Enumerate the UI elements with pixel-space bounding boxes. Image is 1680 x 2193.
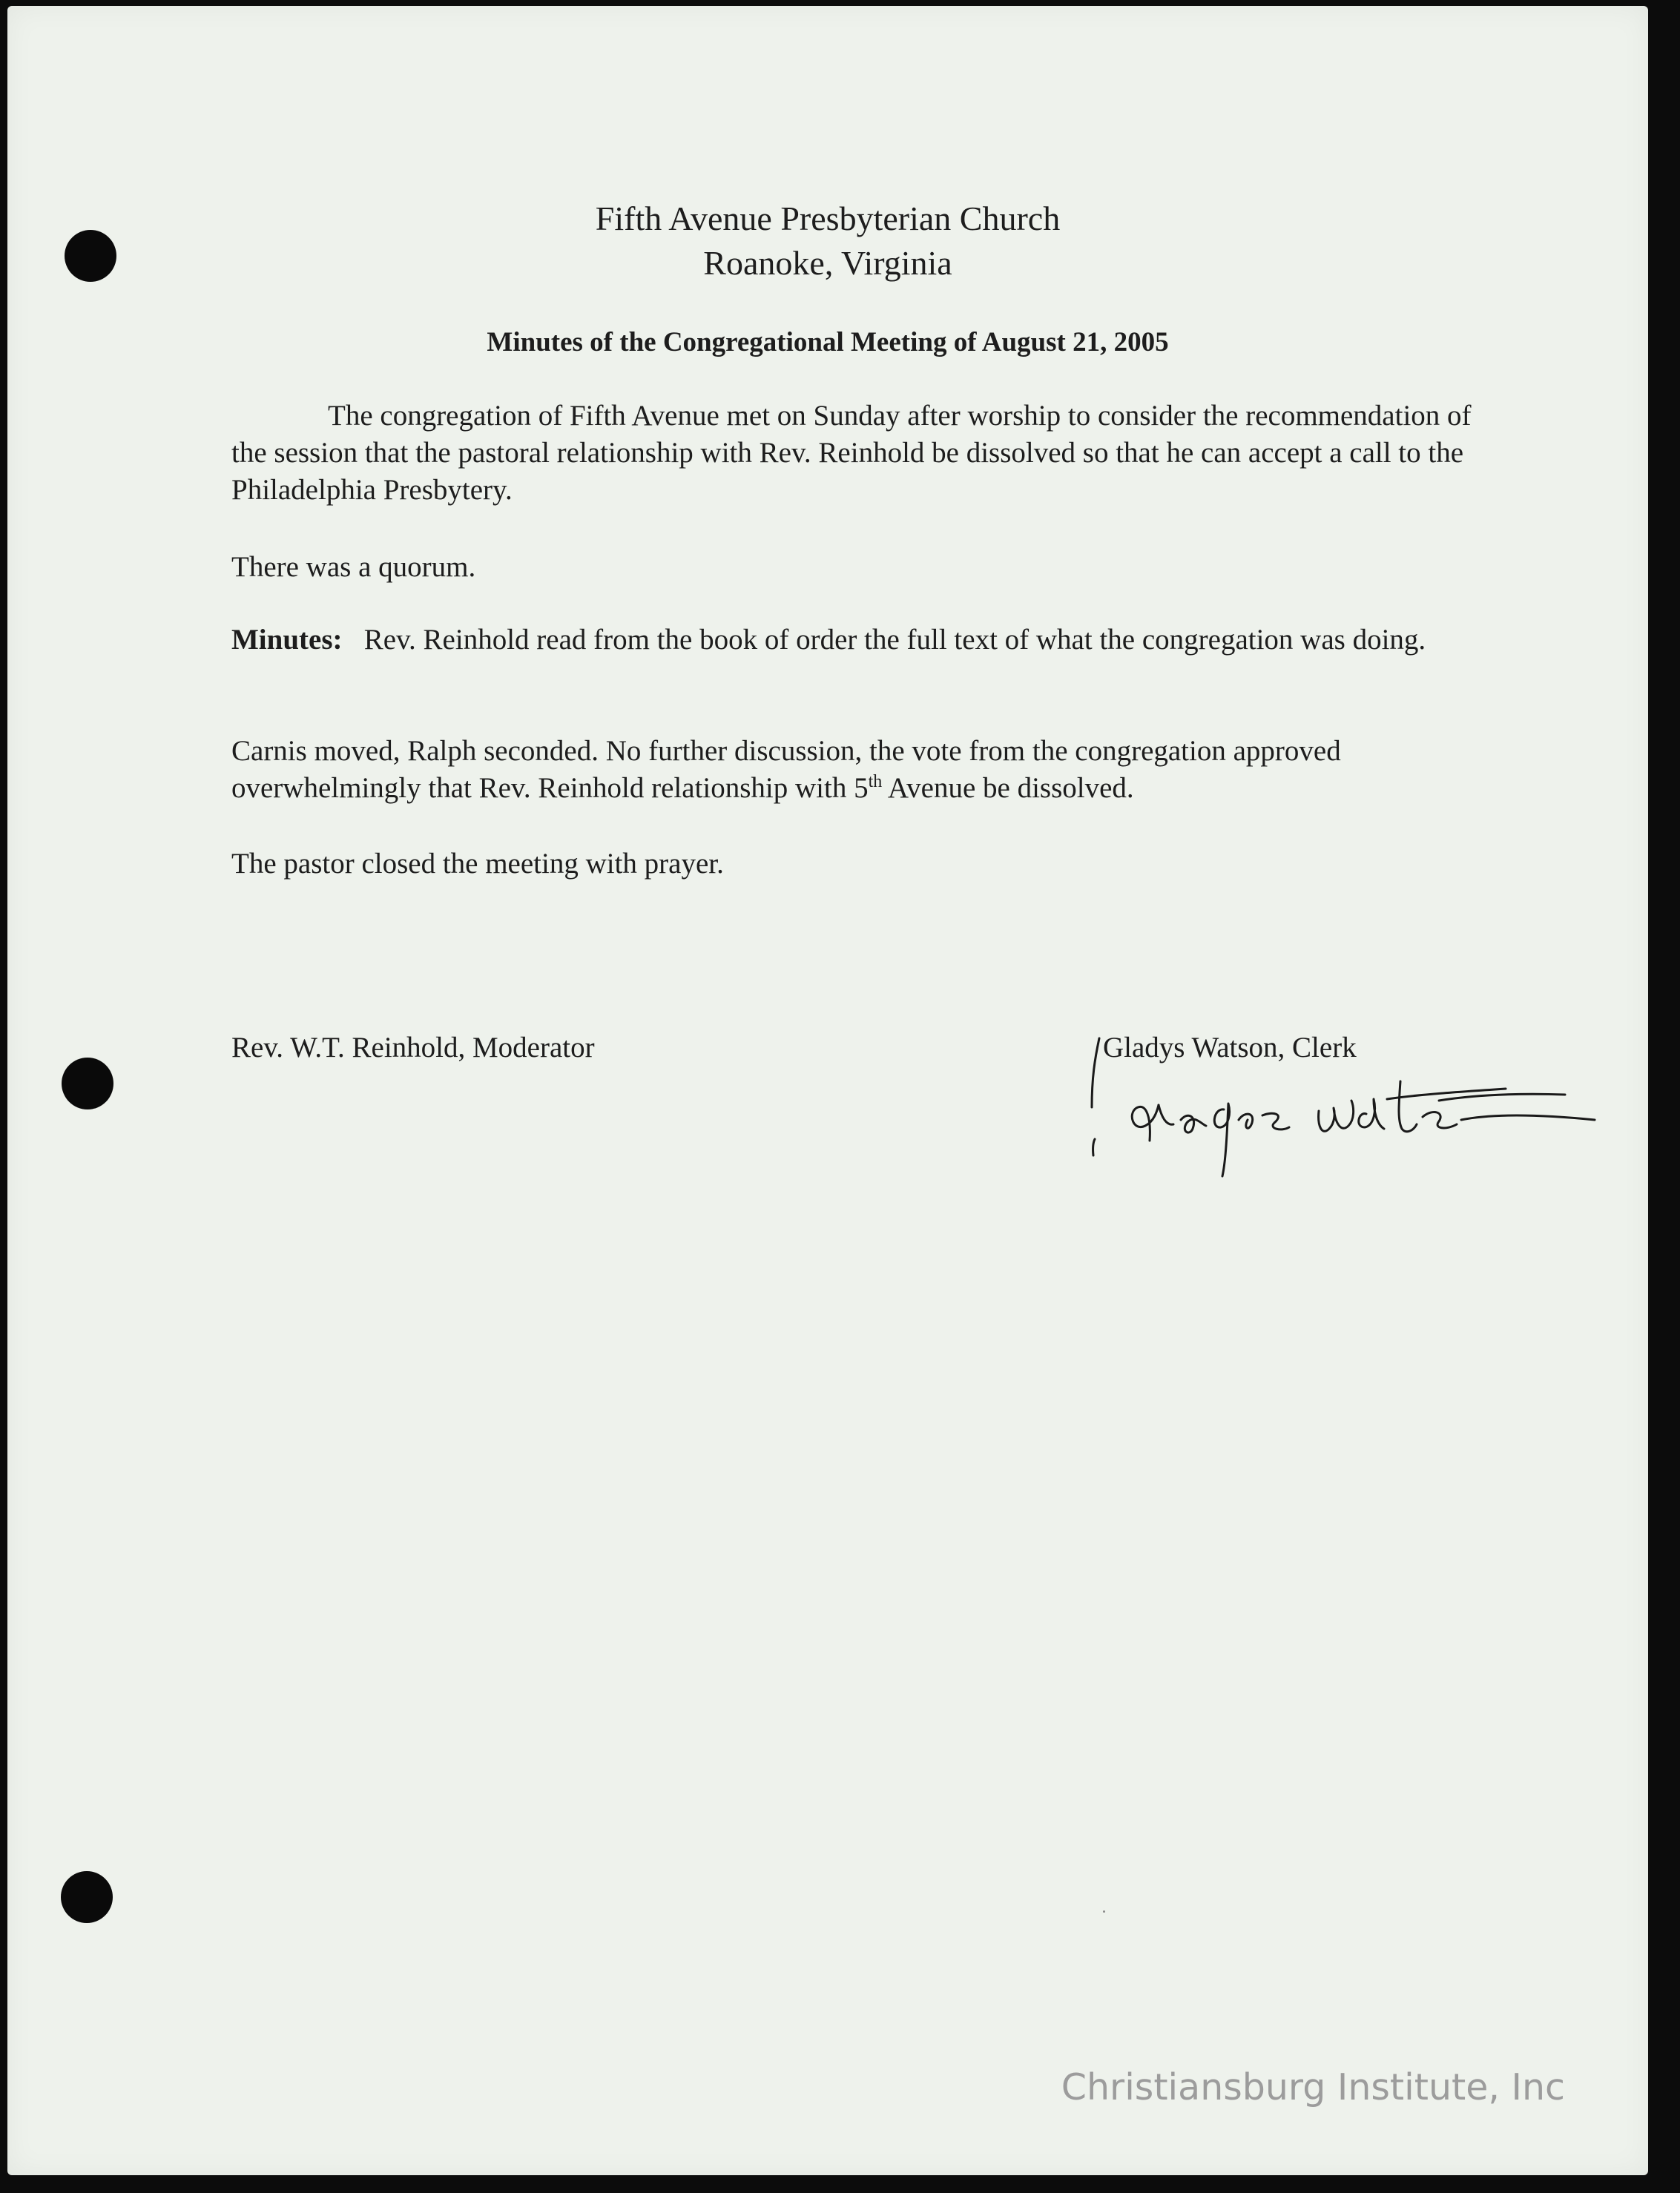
motion-text-1: Carnis moved, Ralph seconded. No further discussion, the vote from the congregation approved overwhelmingly that Rev. Reinhold relationship with 5 [231,735,1341,804]
minutes-text: Rev. Reinhold read from the book of order the full text of what the congregation was doing. [363,624,1426,656]
speck [1103,1910,1105,1913]
minutes-paragraph [231,621,1492,659]
motion-paragraph [231,733,1492,807]
intro-paragraph: The congregation of Fifth Avenue met on Sunday after worship to consider the recommendation of the session that the pastoral relationship with Rev. Reinhold be dissolved so that he can accept a call to the Philadelphia Presbytery. [231,400,1472,506]
moderator-signature-line: Rev. W.T. Reinhold, Moderator [231,1032,595,1063]
ordinal-suffix: th [868,772,883,791]
clerk-signature-line: Gladys Watson, Clerk [1103,1032,1357,1063]
punch-hole-middle [62,1058,113,1109]
page-title: Minutes of the Congregational Meeting of August 21, 2005 [487,327,1169,357]
motion-text-2: Avenue be dissolved. [882,772,1134,804]
paper-sheet [7,6,1648,2175]
closing-paragraph: The pastor closed the meeting with prayer. [231,848,724,880]
handwritten-signature [1090,1037,1624,1178]
quorum-paragraph: There was a quorum. [231,551,476,583]
church-location: Roanoke, Virginia [703,244,952,282]
minutes-label: Minutes: [231,624,343,656]
punch-hole-bottom [61,1871,113,1923]
church-name: Fifth Avenue Presbyterian Church [595,199,1061,237]
watermark: Christiansburg Institute, Inc [1061,2066,1565,2108]
